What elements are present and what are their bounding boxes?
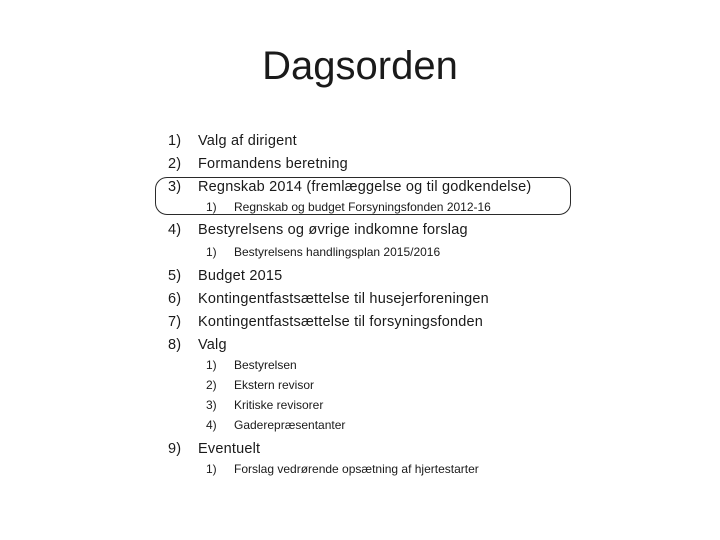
item-text: Regnskab 2014 (fremlæggelse og til godkendelse) <box>198 179 532 195</box>
item-text: Kontingentfastsættelse til husejerforeningen <box>198 291 489 307</box>
subitem-number: 1) <box>206 200 217 214</box>
subitem-text: Forslag vedrørende opsætning af hjertestarter <box>234 462 479 476</box>
item-text: Valg <box>198 337 227 353</box>
item-number: 5) <box>168 268 182 284</box>
subitem-text: Bestyrelsens handlingsplan 2015/2016 <box>234 245 441 259</box>
item-text: Valg af dirigent <box>198 133 297 149</box>
item-number: 3) <box>168 179 182 195</box>
item-text: Bestyrelsens og øvrige indkomne forslag <box>198 222 468 238</box>
item-number: 7) <box>168 314 182 330</box>
item-number: 9) <box>168 441 182 457</box>
item-number: 6) <box>168 291 182 307</box>
subitem-number: 2) <box>206 378 217 392</box>
subitem-number: 3) <box>206 398 217 412</box>
subitem-number: 1) <box>206 462 217 476</box>
subitem-number: 4) <box>206 418 217 432</box>
item-number: 1) <box>168 133 182 149</box>
item-text: Budget 2015 <box>198 268 283 284</box>
item-number: 2) <box>168 156 182 172</box>
item-number: 4) <box>168 222 182 238</box>
slide-title: Dagsorden <box>262 44 458 88</box>
item-text: Formandens beretning <box>198 156 348 172</box>
subitem-text: Gaderepræsentanter <box>234 418 346 432</box>
subitem-text: Bestyrelsen <box>234 358 297 372</box>
item-number: 8) <box>168 337 182 353</box>
subitem-number: 1) <box>206 245 217 259</box>
subitem-text: Kritiske revisorer <box>234 398 324 412</box>
subitem-text: Regnskab og budget Forsyningsfonden 2012-16 <box>234 200 491 214</box>
subitem-number: 1) <box>206 358 217 372</box>
item-text: Eventuelt <box>198 441 261 457</box>
subitem-text: Ekstern revisor <box>234 378 315 392</box>
item-text: Kontingentfastsættelse til forsyningsfonden <box>198 314 484 330</box>
